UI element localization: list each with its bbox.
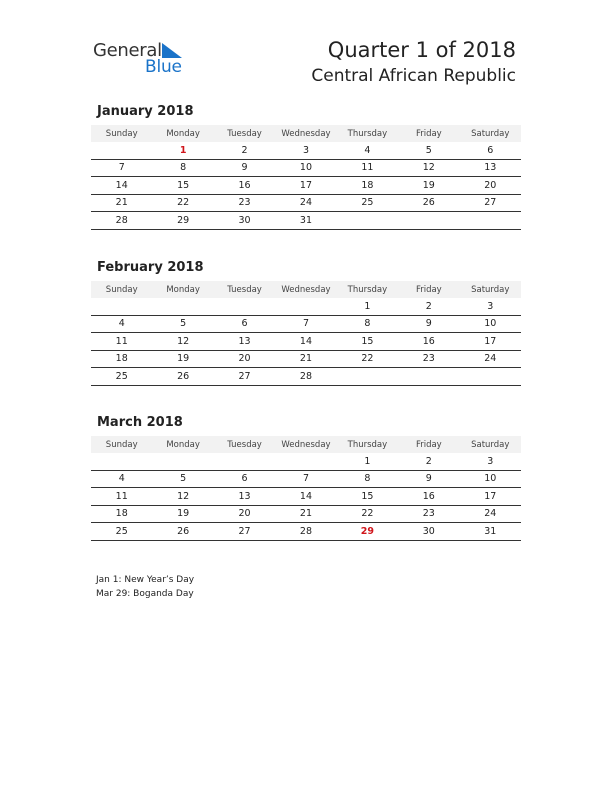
logo [93,40,203,80]
day-cell: 2 [214,142,275,159]
weekday-header: Saturday [460,125,521,142]
empty-day-cell [91,298,152,315]
weekday-header-row [91,436,521,453]
week-row [91,453,521,470]
empty-day-cell [460,368,521,386]
day-cell: 11 [91,333,152,351]
weekday-header: Wednesday [275,436,336,453]
weekday-header: Sunday [91,125,152,142]
day-cell: 28 [275,368,336,386]
day-cell: 12 [398,159,459,177]
weekday-header: Monday [152,436,213,453]
day-cell: 13 [214,488,275,506]
empty-day-cell [337,212,398,230]
day-cell: 9 [398,315,459,333]
day-cell: 7 [91,159,152,177]
logo-blue-text: Blue [145,57,182,77]
empty-day-cell [91,142,152,159]
day-cell: 6 [214,470,275,488]
week-row [91,315,521,333]
day-cell: 24 [460,505,521,523]
page-title: Quarter 1 of 2018 [327,38,516,62]
day-cell: 3 [460,453,521,470]
day-cell: 26 [152,368,213,386]
day-cell: 31 [275,212,336,230]
month-title: February 2018 [97,260,204,275]
day-cell: 1 [152,142,213,159]
empty-day-cell [398,212,459,230]
day-cell: 6 [214,315,275,333]
day-cell: 14 [275,333,336,351]
day-cell: 4 [91,315,152,333]
holiday-notes [96,573,194,601]
weekday-header-row [91,125,521,142]
empty-day-cell [91,453,152,470]
calendar-table [91,125,521,230]
country-name: Central African Republic [311,66,516,86]
weekday-header: Thursday [337,125,398,142]
day-cell: 23 [214,194,275,212]
day-cell: 5 [398,142,459,159]
day-cell: 17 [460,488,521,506]
day-cell: 14 [91,177,152,195]
day-cell: 26 [398,194,459,212]
weekday-header-row [91,281,521,298]
weekday-header: Saturday [460,436,521,453]
week-row [91,368,521,386]
day-cell: 14 [275,488,336,506]
day-cell: 31 [460,523,521,541]
day-cell: 28 [275,523,336,541]
day-cell: 18 [337,177,398,195]
day-cell: 5 [152,470,213,488]
day-cell: 12 [152,333,213,351]
weekday-header: Friday [398,281,459,298]
weekday-header: Thursday [337,436,398,453]
day-cell: 8 [337,470,398,488]
week-row [91,298,521,315]
day-cell: 21 [275,505,336,523]
weekday-header: Friday [398,436,459,453]
weekday-header: Monday [152,281,213,298]
day-cell: 16 [398,333,459,351]
empty-day-cell [214,453,275,470]
day-cell: 8 [337,315,398,333]
day-cell: 19 [152,505,213,523]
day-cell: 28 [91,212,152,230]
empty-day-cell [460,212,521,230]
day-cell: 22 [337,350,398,368]
day-cell: 30 [398,523,459,541]
day-cell: 26 [152,523,213,541]
day-cell: 15 [337,488,398,506]
day-cell: 10 [275,159,336,177]
day-cell: 20 [460,177,521,195]
day-cell: 4 [337,142,398,159]
holiday-note: Jan 1: New Year’s Day [96,575,195,585]
week-row [91,505,521,523]
empty-day-cell [275,453,336,470]
day-cell: 7 [275,470,336,488]
day-cell: 23 [398,505,459,523]
day-cell: 27 [460,194,521,212]
calendar-table [91,436,521,541]
weekday-header: Sunday [91,281,152,298]
month-march [91,415,521,541]
day-cell: 23 [398,350,459,368]
weekday-header: Thursday [337,281,398,298]
day-cell: 11 [337,159,398,177]
day-cell: 11 [91,488,152,506]
day-cell: 7 [275,315,336,333]
day-cell: 13 [214,333,275,351]
day-cell: 18 [91,350,152,368]
day-cell: 3 [460,298,521,315]
calendar-table [91,281,521,386]
day-cell: 27 [214,523,275,541]
day-cell: 17 [275,177,336,195]
weekday-header: Saturday [460,281,521,298]
weekday-header: Tuesday [214,125,275,142]
weekday-header: Friday [398,125,459,142]
day-cell: 10 [460,315,521,333]
month-february [91,260,521,386]
week-row [91,194,521,212]
week-row [91,470,521,488]
week-row [91,333,521,351]
day-cell: 3 [275,142,336,159]
day-cell: 4 [91,470,152,488]
day-cell: 25 [91,523,152,541]
weekday-header: Tuesday [214,436,275,453]
day-cell: 24 [275,194,336,212]
week-row [91,177,521,195]
day-cell: 1 [337,453,398,470]
day-cell: 20 [214,350,275,368]
day-cell: 16 [398,488,459,506]
day-cell: 24 [460,350,521,368]
day-cell: 30 [214,212,275,230]
week-row [91,523,521,541]
day-cell: 17 [460,333,521,351]
empty-day-cell [337,368,398,386]
day-cell: 2 [398,298,459,315]
day-cell: 2 [398,453,459,470]
day-cell: 18 [91,505,152,523]
holiday-note: Mar 29: Boganda Day [96,589,194,599]
empty-day-cell [152,298,213,315]
day-cell: 27 [214,368,275,386]
day-cell: 29 [152,212,213,230]
day-cell: 22 [337,505,398,523]
week-row [91,142,521,159]
month-title: March 2018 [97,415,183,430]
month-title: January 2018 [97,104,194,119]
week-row [91,159,521,177]
day-cell: 19 [398,177,459,195]
day-cell: 9 [214,159,275,177]
weekday-header: Monday [152,125,213,142]
day-cell: 20 [214,505,275,523]
day-cell: 25 [91,368,152,386]
weekday-header: Tuesday [214,281,275,298]
day-cell: 12 [152,488,213,506]
weekday-header: Wednesday [275,281,336,298]
month-january [91,104,521,230]
day-cell: 6 [460,142,521,159]
day-cell: 15 [337,333,398,351]
day-cell: 8 [152,159,213,177]
weekday-header: Wednesday [275,125,336,142]
day-cell: 21 [91,194,152,212]
day-cell: 15 [152,177,213,195]
week-row [91,350,521,368]
week-row [91,488,521,506]
day-cell: 13 [460,159,521,177]
weekday-header: Sunday [91,436,152,453]
day-cell: 9 [398,470,459,488]
day-cell: 29 [337,523,398,541]
empty-day-cell [152,453,213,470]
day-cell: 22 [152,194,213,212]
empty-day-cell [275,298,336,315]
week-row [91,212,521,230]
day-cell: 16 [214,177,275,195]
empty-day-cell [214,298,275,315]
day-cell: 25 [337,194,398,212]
empty-day-cell [398,368,459,386]
logo-general-text: General [93,40,162,61]
day-cell: 5 [152,315,213,333]
day-cell: 21 [275,350,336,368]
day-cell: 10 [460,470,521,488]
day-cell: 1 [337,298,398,315]
day-cell: 19 [152,350,213,368]
